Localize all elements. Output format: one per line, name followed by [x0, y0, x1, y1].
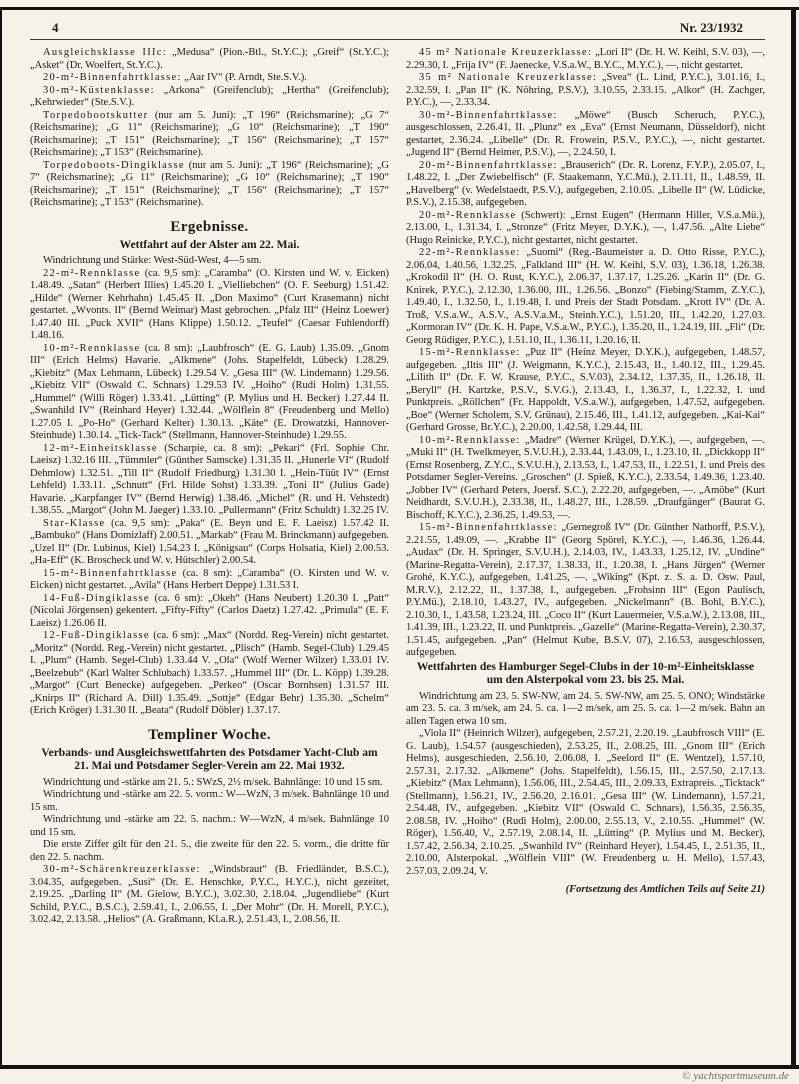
paragraph: 14-Fuß-Dingiklasse (ca. 6 sm): „Okeh“ (Hans Neubert) 1.20.30 I. „Patt“ (Nicolai Jörgensen) gekentert. „Fifty-Fifty“ (Carlos Daetz) 1.27.42. „Primula“ (E. F. Laeisz) 1.26.06 II. [30, 592, 389, 629]
paragraph: „Viola II“ (Heinrich Wilzer), aufgegeben, 2.57.21, 2.20.19. „Laubfrosch VIII“ (E. G. Laub), 1.54.57 (ausgeschieden), 2.53.25, II., 2.08.25, III. „Gnom III“ (Erich Helms), ausgeschieden, 2.56.10, 2.06.08, I. „Seelord II“ (E. Wentzel), 1.57.10, 2.57.31, 2.17.32. „Alkmene“ (Johs. Stapelfeldt), 1.56.15, III., 2.57.50, 2.17.13. „Kiebitz“ (Max Lehmann), 1.56.06, III., 2.54.45, III., 2.09.33, Extrapreis. „Ticktack“ (Stellmann), 1.56.21, IV., 2.56.20, 2.16.01. „Gesa III“ (W. Lindemann), 1.57.21, 2.54.48, IV., aufgegeben. „Kiebitz VII“ (Oswald C. Schnars), 1.56.35, 2.56.35, 2.08.58, IV. „Hoiho“ (Rudi Holm), 2.00.00, 2.55.13, V., 2.10.55. „Hummel“ (W. Röger), 1.56.40, V., 2.57.19, 2.08.14, II. „Lütting“ (P. Mylius und M. Becker), 1.57.42, 2.56.34, 2.10.25. „Swanhild IV“ (Reinhard Heyer), 1.54.45, I., 2.51.35, II., 2.10.00, Alsterpokal. „Wölflein VIII“ (W. Freudenberg u. H. Mello), 1.57.43, 2.57.03, 2.09.24, V. [406, 728, 765, 877]
class-label: 45 m² Nationale Kreuzerklasse: [419, 47, 593, 58]
paragraph: 15-m²-Binnenfahrtklasse (ca. 8 sm): „Caramba“ (O. Kirsten und W. v. Eicken) nicht gestartet. „Avila“ (Hans Herbert Deppe) 1.31.53 I. [30, 567, 389, 591]
paragraph: Die erste Ziffer gilt für den 21. 5., die zweite für den 22. 5. vorm., die dritte für den 22. 5. nachm. [30, 839, 389, 863]
paragraph: 30-m²-Küstenklasse: „Arkona“ (Greifenclub); „Hertha“ (Greifenclub); „Kehrwieder“ (Ste.S.V.). [30, 84, 389, 108]
watermark: © yachtsportmuseum.de [678, 1069, 793, 1084]
class-label: 22-m²-Rennklasse: [419, 247, 521, 258]
subsection-heading: Wettfahrt auf der Alster am 22. Mai. [119, 238, 300, 251]
paragraph: Star-Klasse (ca. 9,5 sm): „Paka“ (E. Beyn und E. F. Laeisz) 1.57.42 II. „Bambuko“ (Hans Domizlaff) 2.00.51. „Markab“ (Frau M. Brinckmann) aufgegeben. „Uzel II“ (Dr. Lubinus, Kiel) 1.54.23 I. „Königsau“ (Corps Holsatia, Kiel) 2.00.53. „Ha-Eff“ (K. Broscheck und W. v. Hütschler) 2.00.54. [30, 517, 389, 566]
paragraph: Torpedobootskutter (nur am 5. Juni): „T 196“ (Reichsmarine); „G 7“ (Reichsmarine); „G 11“ (Reichsmarine); „G 10“ (Reichsmarine); „T 190“ (Reichsmarine); „T 151“ (Reichsmarine); „T 156“ (Reichsmarine); „T 157“ (Reichsmarine); „T 153“ (Reichsmarine). [30, 109, 389, 158]
continuation-note: (Fortsetzung des Amtlichen Teils auf Seite 21) [565, 884, 765, 895]
paragraph: 15-m²-Rennklasse: „Puz II“ (Heinz Meyer, D.Y.K.), aufgegeben, 1.48.57, aufgegeben. „Iltis III“ (J. Weigmann, K.Y.C.), 2.15.43, II., 1.40.12, III., 1.29.45. „Lilith II“ (Dr. F. W. Krause, P.Y.C., S.V.03), 2.34.12, 1.37.35, II., 1.26.18, II. „Beryll“ (H. Kartzke, P.S.V., S.V.G.), 2.13.43, I., 1.36.37, I., 1.22.32, I. und Punktpreis. „Röllchen“ (Fr. Happoldt, V.S.a.W.), aufgegeben, 1.47.52, aufgegeben. „Boe“ (Werner Scholem, S.V. Grünau), 2.15.46, III., 1.41.12, aufgegeben. „Kai-Kai“ (Gerhard Grosse, Br.Y.C.), 2.20.00, 1.42.58, 1.29.44, III. [406, 347, 765, 433]
paragraph: 22-m²-Rennklasse: „Suomi“ (Reg.-Baumeister a. D. Otto Risse, P.Y.C.), 2.06.04, 1.40.56, 1.32.25. „Falkland III“ (H. W. Keihl, S.V. 03), 1.36.18, 1.26.38. „Krokodil II“ (H. O. Rust, K.Y.C.), 2.06.37, 1.37.17, 1.25.26. „Karin II“ (Dr. G. Knirek, P.Y.C.), 2.12.30, 1.36.00, III., 1.26.56. „Bonzo“ (Fiebing/Stamm, Z.Y.C.), 1.49.40, I., 1.32.50, I., 1.19.48, I. und Preis der Stadt Potsdam. „Krott IV“ (Dr. A. Troß, V.S.a.W., A.S.V., A.S.V.a.M., Steinh.Y.C.), 1.51.20, III., 1.42.20, 1.27.03. „Kormoran IV“ (Dr. K. H. Pape, V.S.a.W., P.Y.C.), 1.35.20, II., 1.24.19, III. „Fli“ (Dr. Georg Rüdiger, P.Y.C.), 1.51.10, II., 1.36.11, 1.20.16, II. [406, 247, 765, 346]
class-label: 30-m²-Binnenfahrtklasse: [419, 109, 558, 121]
section-heading: Templiner Woche. [148, 726, 271, 743]
paragraph: 20-m²-Binnenfahrtklasse: „Aar IV“ (P. Arndt, Ste.S.V.). [43, 72, 307, 83]
class-label: 10-m²-Rennklasse [43, 342, 141, 354]
paragraph: 12-m²-Einheitsklasse (Scharpie, ca. 8 sm): „Pekari“ (Frl. Sophie Chr. Laeisz) 1.32.16 III. „Tümmler“ (Günther Samscke) 1.31.35 II. „Hunerle VI“ (Rudolf Dehmlow) 1.32.51. „Till II“ (Rudolf Friedburg) 1.31.30 I. „Hein-Tüüt IV“ (Ernst Lehfeld) 1.33.11. „Schnutt“ (Frl. Hilde Sohst) 1.33.39. „Toni II“ (Julius Gade) Havarie. „Karpfanger IV“ (Bernd Herwig) 1.38.46. „Michel“ (R. und H. Vehstedt) 1.38.55. „Margot“ (John M. Jaeger) 1.33.10. „Pullermann“ (Fritz Schuldt) 1.32.25 IV. [30, 442, 389, 516]
class-label: 30-m²-Küstenklasse: [43, 84, 155, 96]
class-label: 15-m²-Rennklasse: [419, 347, 521, 358]
class-label: 20-m²-Rennklasse [419, 209, 517, 221]
class-label: 14-Fuß-Dingiklasse [43, 592, 150, 604]
paragraph: 45 m² Nationale Kreuzerklasse: „Lori II“ (Dr. H. W. Keihl, S.V. 03), —, 2.29.30, I. „Frija IV“ (F. Jaenecke, V.S.a.W., B.Y.C., M.Y.C.), —, nicht gestartet. [406, 47, 765, 71]
class-label: Star-Klasse [43, 517, 106, 529]
class-label: 12-Fuß-Dingiklasse [43, 630, 150, 641]
class-label: 20-m²-Binnenfahrtklasse: [419, 159, 558, 171]
class-label: 10-m²-Rennklasse: [419, 434, 521, 446]
class-label: 15-m²-Binnenfahrtklasse [43, 567, 178, 579]
paragraph: 10-m²-Rennklasse (ca. 8 sm): „Laubfrosch“ (E. G. Laub) 1.35.09. „Gnom III“ (Erich Helms) Havarie. „Alkmene“ (Johs. Stapelfeldt, Lübeck) 1.28.29. „Kiebitz“ (Max Lehmann, Lübeck) 1.29.54 V. „Gesa III“ (W. Lindemann) 1.29.56. „Kiebitz VII“ (Oswald C. Schnars) 1.29.53 IV. „Hoiho“ (Rudi Holm) 1.31.55. „Hummel“ (Willi Röger) 1.33.41. „Lütting“ (P. Mylius und H. Becker) 1.27.44 II. „Swanhild IV“ (Reinhard Heyer) 1.32.44. „Wölflein 8“ (Freudenberg und Mello) 1.27.05 I. „Po-Ho“ (Gerhard Kelter) 1.30.13. „Käte“ (E. Drowatzki, Hannover-Steinhude) 1.30.14. „Tick-Tack“ (Stellmann, Hannover-Steinhude) 1.29.55. [30, 342, 389, 441]
paragraph: Windrichtung und -stärke am 22. 5. nachm.: W—WzN, 4 m/sek. Bahnlänge 10 und 15 sm. [30, 814, 389, 838]
header-rule [30, 39, 765, 40]
class-label: 15-m²-Binnenfahrtklasse: [419, 522, 558, 533]
paragraph: Windrichtung am 23. 5. SW-NW, am 24. 5. SW-NW, am 25. 5. ONO; Windstärke am 23. 5. ca. 3 m/sek, am 24. 5. ca. 1—2 m/sek, am 25. 5. ca. 1—2 m/sek. Bahn an allen Tagen etwa 10 sm. [406, 690, 765, 727]
paragraph: 30-m²-Binnenfahrtklasse: „Möwe“ (Busch Scheruch, P.Y.C.), ausgeschlossen, 2.26.41, II. „Plunz“ ex „Eva“ (Ernst Neumann, Düsseldorf), nicht gestartet, 2.36.24. „Libelle“ (Dr. R. Frowein, P.S.V., P.Y.C.), —, nicht gestartet. „Jugend II“ (Bernd Heimer, P.S.V.), —, 2.24.50, I. [406, 109, 765, 158]
paragraph: Windrichtung und -stärke am 21. 5.: SWzS, 2½ m/sek. Bahnlänge: 10 und 15 sm. [43, 776, 383, 788]
class-label: 22-m²-Rennklasse [43, 267, 141, 279]
left-column [30, 47, 389, 927]
paragraph: 22-m²-Rennklasse (ca. 9,5 sm): „Caramba“ (O. Kirsten und W. v. Eicken) 1.48.49. „Satan“ (Herbert Illies) 1.45.20 I. „Vielliebchen“ (O. F. Seeburg) 1.51.42. „Hilde“ (Werner Kehrhahn) 1.45.45 II. „Don Maximo“ (Curt Krasemann) nicht gestartet. „Wvonts. II“ (Bernd Weimar) Mast gebrochen. „Pfalz III“ (Heinz Loewer) 1.47.40 III. „Puck XVII“ (Hans Klippe) 1.50.12. „Teufel“ (Caesar Fuhlendorff) 1.48.16. [30, 267, 389, 341]
class-label: Ausgleichsklasse IIIc: [43, 47, 167, 58]
paragraph: Windrichtung und Stärke: West-Süd-West, 4—5 sm. [43, 255, 262, 266]
paragraph: 15-m²-Binnenfahrtklasse: „Gernegroß IV“ (Dr. Günther Nathorff, P.S.V.), 2.21.55, 1.49.09, —. „Krabbe II“ (Georg Spörel, K.Y.C.), —, 1.46.36, 1.26.44. „Audax“ (Dr. H. Springer, S.V.U.H.), 2.14.03, IV., 1.43.33, 1.25.12, IV. „Undine“ (Marine-Regatta-Verein), 2.17.37, 1.38.33, II., 1.20.38, I. „Hans Jürgen“ (Werner Grohé, K.Y.C.), aufgegeben, 1.41.25, —. „Wiking“ (Kpt. z. S. a. D. Osw. Paul, M.R.V.), 2.12.22, II., 1.37.38, I., aufgegeben. „Frohsinn III“ (Egon Paulisch, P.Y.Mü.), 2.18.10, 1.43.27, IV., aufgegeben. „Nickelmann“ (B. Bohl, B.Y.C.), 2.10.30, I., 1.43.58, 1.23.24, III. „Coco II“ (Kurt Lauermeier, V.S.a.W.), 2.13.08, III., 1.41.39, III., 1.23.22, II. und Punktpreis. „Gazelle“ (Marine-Regatta-Verein), 2.30.37, 1.51.45, aufgegeben. „Pan“ (Helmut Kube, B.S.V. 07), 2.16.53, ausgeschlossen, aufgegeben. [406, 522, 765, 658]
page-number: 4 [52, 20, 59, 35]
content-columns [30, 47, 765, 927]
subsection-heading: Verbands- und Ausgleichswettfahrten des Potsdamer Yacht-Club am 21. Mai und Potsdamer Segler-Verein am 22. Mai 1932. [41, 746, 378, 772]
paragraph: 10-m²-Rennklasse: „Madre“ (Werner Krügel, D.Y.K.), —, aufgegeben, —. „Muki II“ (H. Twelkmeyer, S.V.U.H.), 2.33.44, 1.43.09, I., 1.23.10, II. „Dickkopp II“ (Ernst Rosenberg, Z.Y.C., S.V.U.H.), 2.13.53, I., 1.47.53, II., 1.22.51, I. und Preis des Potsdamer Segler-Vereins. „Groschen“ (J. Spieß, K.Y.C.), 2.33.54, 1.49.36, 1.23.40. „Jobber IV“ (Gerhard Peters, Joersf. S.C.), 2.22.20, aufgegeben, —. „Amöbe“ (Kurt Neidhardt, S.V.U.H.), 2.33.38, II., 1.48.27, III., 1.28.59. „Draufgänger“ (Baurat G. Bischoff, K.Y.C.), 2.36.25, 1.49.53, —. [406, 434, 765, 521]
class-label: 12-m²-Einheitsklasse [43, 442, 158, 454]
paragraph: Ausgleichsklasse IIIc: „Medusa“ (Pion.-Btl., St.Y.C.); „Greif“ (St.Y.C.); „Asket“ (Dr. Woelfert, St.Y.C.). [30, 47, 389, 71]
page-content [2, 10, 791, 1065]
paragraph: 35 m² Nationale Kreuzerklasse: „Svea“ (L. Lind, P.Y.C.), 3.01.16, I., 2.32.59, I. „Pan II“ (K. Nöhring, P.S.V.), 3.10.55, 2.33.15. „Alkor“ (H. Zachger, P.Y.C.), —, 2.33.34. [406, 72, 765, 108]
issue-number: Nr. 23/1932 [679, 20, 743, 35]
subsection-heading: Wettfahrten des Hamburger Segel-Clubs in der 10-m²-Einheitsklasse um den Alsterpokal vom 23. bis 25. Mai. [416, 660, 755, 686]
paragraph: Windrichtung und -stärke am 22. 5. vorm.: W—WzN, 3 m/sek. Bahnlänge 10 und 15 sm. [30, 789, 389, 813]
class-label: 30-m²-Schärenkreuzerklasse: [43, 864, 201, 875]
class-label: Torpedoboots-Dingiklasse [43, 159, 185, 171]
page-header [30, 18, 765, 39]
paragraph: 30-m²-Schärenkreuzerklasse: „Windsbraut“ (B. Friedländer, B.S.C.), 3.04.35, aufgegeben. „Susi“ (Dr. E. Henschke, P.Y.C., H.Y.C.), nicht gezeitet, 2.19.25. „Darling II“ (M. Gielow, B.Y.C.), 3.02.30, 2.18.04. „Jugendliebe“ (Kurt Schild, P.Y.C., B.S.C.), 2.59.41, I., 2.06.55, I. „Der Mohr“ (Dr. H. Morell, P.Y.C.), 3.02.42, 2.13.58. „Helios“ (A. Graßmann, Kl.a.R.), 2.51.43, I., 2.08.56, II. [30, 864, 389, 925]
class-label: 20-m²-Binnenfahrtklasse: [43, 72, 182, 83]
paragraph: 20-m²-Rennklasse (Schwert): „Ernst Eugen“ (Hermann Hiller, V.S.a.Mü.), 2.13.00, I., 1.31.34, I. „Stronze“ (Fritz Meyer, D.Y.K.), —, 1.47.56. „Alte Liebe“ (Hugo Reinicke, P.Y.C.), nicht gestartet, nicht gestartet. [406, 209, 765, 246]
paragraph: 12-Fuß-Dingiklasse (ca. 6 sm): „Max“ (Nordd. Reg-Verein) nicht gestartet. „Moritz“ (Nordd. Reg.-Verein) nicht gestartet. „Plisch“ (Hamb. Segel-Club) 1.29.45 I. „Plum“ (Hamb. Segel-Club) 1.33.44 V. „Ola“ (Wolf Werner Wilzer) 1.33.01 IV. „Beelzebub“ (Karl Walter Schlubach) 1.33.57. „Hummel III“ (Dr. L. Köpp) 1.39.28. „Margot“ (Curt Benecke) aufgegeben. „Perkeo“ (Oscar Bornhsen) 1.31.57 III. „Knirps II“ (Richard A. Dill) 1.35.49. „Sottje“ (Edgar Behr) 1.35.30. „Schelm“ (Erich Kröger) 1.31.30 II. „Beata“ (Rudolf Döbler) 1.37.17. [30, 630, 389, 716]
class-label: 35 m² Nationale Kreuzerklasse: [419, 72, 598, 83]
class-label: Torpedobootskutter [43, 109, 149, 121]
paragraph: 20-m²-Binnenfahrtklasse: „Brauserich“ (Dr. R. Lorenz, F.Y.P.), 2.05.07, I., 1.48.22, I. „Der Zwiebelfisch“ (F. Staakemann, Y.C.Mü.), 2.11.11, II., 1.48.59, II. „Havelberg“ (v. Wedelstaedt, P.S.V.), aufgegeben, 2.10.05. „Libelle II“ (W. Lüdicke, P.S.V.), 2.15.38, aufgegeben. [406, 159, 765, 208]
right-column [406, 47, 765, 927]
section-heading: Ergebnisse. [170, 218, 249, 235]
scan-edge-right [791, 7, 796, 1069]
paragraph: Torpedoboots-Dingiklasse (nur am 5. Juni): „T 196“ (Reichsmarine); „G 7“ (Reichsmarine); „G 11“ (Reichsmarine); „G 10“ (Reichsmarine); „T 190“ (Reichsmarine); „T 151“ (Reichsmarine); „T 156“ (Reichsmarine); „T 157“ (Reichsmarine); „T 153“ (Reichsmarine). [30, 159, 389, 208]
